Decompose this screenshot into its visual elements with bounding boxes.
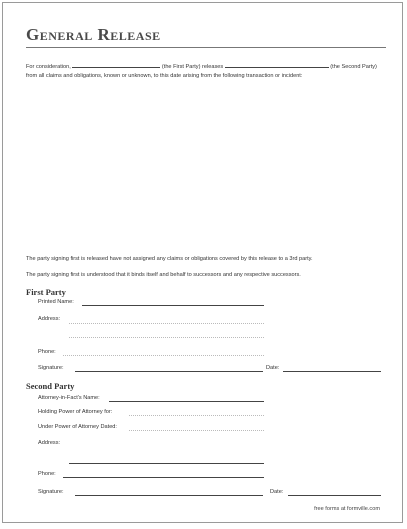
intro-text-first-party: (the First Party) releases <box>161 64 224 70</box>
attorney-name-line[interactable] <box>109 401 264 402</box>
second-party-date-label: Date: <box>270 489 284 495</box>
second-party-heading: Second Party <box>26 381 75 391</box>
under-poa-line[interactable] <box>129 430 264 431</box>
first-party-phone-label: Phone: <box>38 349 56 355</box>
second-party-phone-label: Phone: <box>38 471 56 477</box>
first-party-address-line-1[interactable] <box>69 323 264 324</box>
first-party-heading: First Party <box>26 287 66 297</box>
intro-paragraph <box>26 62 386 80</box>
first-party-address-label: Address: <box>38 316 61 322</box>
footer-credit: free forms at formville.com <box>314 506 380 512</box>
title-divider <box>26 47 386 48</box>
second-party-phone-line[interactable] <box>63 477 264 478</box>
first-party-address-line-2[interactable] <box>69 337 264 338</box>
second-party-signature-label: Signature: <box>38 489 64 495</box>
consideration-blank[interactable] <box>72 62 160 68</box>
second-party-address-label: Address: <box>38 440 61 446</box>
under-poa-label: Under Power of Attorney Dated: <box>38 424 117 430</box>
binding-statement: The party signing first is understood that it binds itself and behalf to successors and any respective successors. <box>26 272 301 278</box>
release-form-page <box>2 2 403 523</box>
holding-poa-line[interactable] <box>129 415 264 416</box>
intro-text-release-terms: (the Second Party) from all claims and obligations, known or unknown, to this date arising from the following transaction or incident: <box>26 64 377 79</box>
first-party-signature-line[interactable] <box>75 371 263 372</box>
first-party-printed-name-label: Printed Name: <box>38 299 74 305</box>
document-title: General Release <box>26 25 161 44</box>
second-party-date-line[interactable] <box>288 495 381 496</box>
assignment-statement: The party signing first is released have not assigned any claims or obligations covered by this release to a 3rd party. <box>26 256 313 262</box>
first-party-date-line[interactable] <box>283 371 381 372</box>
first-party-signature-label: Signature: <box>38 365 64 371</box>
attorney-name-label: Attorney-in-Fact's Name: <box>38 395 100 401</box>
second-party-name-blank[interactable] <box>225 62 329 68</box>
first-party-phone-line[interactable] <box>63 355 264 356</box>
first-party-printed-name-line[interactable] <box>82 305 264 306</box>
second-party-signature-line[interactable] <box>75 495 263 496</box>
first-party-date-label: Date: <box>266 365 280 371</box>
second-party-address-line[interactable] <box>69 463 264 464</box>
holding-poa-label: Holding Power of Attorney for: <box>38 409 113 415</box>
intro-text-consideration: For consideration, <box>26 64 71 70</box>
